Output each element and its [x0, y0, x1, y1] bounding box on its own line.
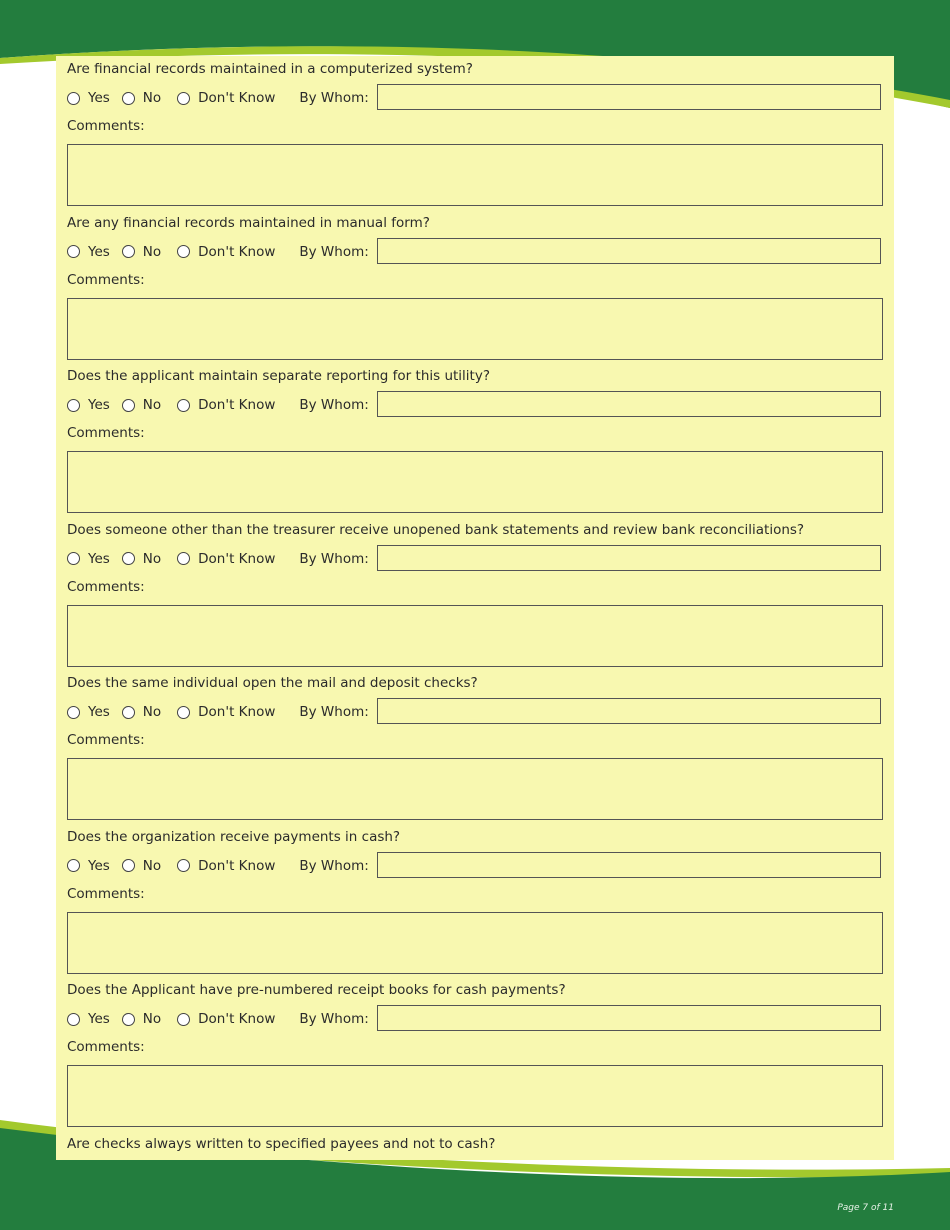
option-no[interactable] — [122, 704, 161, 720]
option-no-label: No — [142, 397, 162, 413]
by-whom-label: By Whom: — [299, 550, 369, 567]
question-text: Are checks always written to specified payees and not to cash? — [67, 1136, 496, 1152]
page-number: Page 7 of 11 — [837, 1203, 894, 1213]
comments-label: Comments: — [67, 1039, 145, 1055]
radio-no[interactable] — [122, 92, 135, 105]
by-whom-input[interactable] — [377, 238, 881, 264]
by-whom-label: By Whom: — [299, 243, 369, 260]
radio-no[interactable] — [122, 552, 135, 565]
option-yes-label: Yes — [88, 397, 110, 413]
option-yes-label: Yes — [88, 90, 110, 106]
form-panel — [56, 56, 894, 1160]
option-no-label: No — [142, 90, 162, 106]
by-whom-input[interactable] — [377, 391, 881, 417]
radio-dont-know[interactable] — [177, 552, 190, 565]
option-yes-label: Yes — [88, 550, 110, 567]
radio-yes[interactable] — [67, 92, 80, 105]
option-yes[interactable] — [67, 551, 110, 567]
radio-dont-know[interactable] — [177, 859, 190, 872]
option-no[interactable] — [122, 1011, 161, 1027]
comments-field[interactable] — [67, 605, 883, 667]
option-yes[interactable] — [67, 244, 110, 260]
option-dont-know[interactable] — [177, 858, 275, 874]
option-dont-know-label: Don't Know — [198, 90, 276, 106]
comments-field[interactable] — [67, 1065, 883, 1127]
option-yes[interactable] — [67, 858, 110, 874]
option-dont-know[interactable] — [177, 90, 275, 106]
option-no[interactable] — [122, 397, 161, 413]
option-dont-know[interactable] — [177, 1011, 275, 1027]
option-dont-know-label: Don't Know — [198, 243, 276, 260]
option-dont-know[interactable] — [177, 551, 275, 567]
option-dont-know[interactable] — [177, 244, 275, 260]
comments-field[interactable] — [67, 451, 883, 513]
by-whom-label: By Whom: — [299, 1011, 369, 1027]
by-whom-label: By Whom: — [299, 90, 369, 106]
option-no-label: No — [142, 704, 162, 720]
by-whom-input[interactable] — [377, 852, 881, 878]
option-no[interactable] — [122, 858, 161, 874]
question-text: Are financial records maintained in a computerized system? — [67, 61, 473, 77]
question-text: Does the Applicant have pre-numbered receipt books for cash payments? — [67, 982, 566, 998]
option-yes-label: Yes — [88, 1011, 110, 1027]
answer-options — [67, 852, 883, 880]
question-block — [56, 977, 894, 1131]
option-dont-know-label: Don't Know — [198, 704, 276, 720]
radio-yes[interactable] — [67, 706, 80, 719]
option-no[interactable] — [122, 551, 161, 567]
option-yes[interactable] — [67, 704, 110, 720]
by-whom-label: By Whom: — [299, 857, 369, 874]
option-yes[interactable] — [67, 1011, 110, 1027]
option-no-label: No — [142, 243, 162, 260]
by-whom-input[interactable] — [377, 545, 881, 571]
question-block — [56, 210, 894, 364]
answer-options — [67, 84, 883, 112]
option-no[interactable] — [122, 90, 161, 106]
comments-label: Comments: — [67, 271, 145, 288]
option-yes-label: Yes — [88, 857, 110, 874]
question-text: Does the applicant maintain separate reporting for this utility? — [67, 368, 490, 384]
comments-field[interactable] — [67, 912, 883, 974]
option-yes-label: Yes — [88, 704, 110, 720]
radio-no[interactable] — [122, 399, 135, 412]
option-yes[interactable] — [67, 90, 110, 106]
option-no-label: No — [142, 550, 162, 567]
by-whom-input[interactable] — [377, 698, 881, 724]
radio-yes[interactable] — [67, 245, 80, 258]
option-dont-know-label: Don't Know — [198, 397, 276, 413]
option-dont-know-label: Don't Know — [198, 1011, 276, 1027]
radio-dont-know[interactable] — [177, 706, 190, 719]
comments-label: Comments: — [67, 118, 145, 134]
radio-no[interactable] — [122, 245, 135, 258]
by-whom-label: By Whom: — [299, 704, 369, 720]
answer-options — [67, 1005, 883, 1033]
option-dont-know-label: Don't Know — [198, 550, 276, 567]
radio-dont-know[interactable] — [177, 399, 190, 412]
answer-options — [67, 698, 883, 726]
by-whom-input[interactable] — [377, 84, 881, 110]
question-block — [56, 363, 894, 517]
option-dont-know[interactable] — [177, 704, 275, 720]
question-block — [56, 517, 894, 671]
option-yes-label: Yes — [88, 243, 110, 260]
radio-yes[interactable] — [67, 1013, 80, 1026]
comments-label: Comments: — [67, 578, 145, 595]
radio-dont-know[interactable] — [177, 92, 190, 105]
comments-field[interactable] — [67, 758, 883, 820]
comments-label: Comments: — [67, 732, 145, 748]
question-text: Does the same individual open the mail and deposit checks? — [67, 675, 478, 691]
comments-field[interactable] — [67, 298, 883, 360]
comments-label: Comments: — [67, 425, 145, 441]
radio-yes[interactable] — [67, 399, 80, 412]
option-no-label: No — [142, 857, 162, 874]
question-text: Does someone other than the treasurer receive unopened bank statements and review bank reconciliations? — [67, 521, 805, 538]
answer-options — [67, 391, 883, 419]
radio-yes[interactable] — [67, 552, 80, 565]
radio-yes[interactable] — [67, 859, 80, 872]
comments-field[interactable] — [67, 144, 883, 206]
question-text: Does the organization receive payments in cash? — [67, 828, 401, 845]
radio-no[interactable] — [122, 706, 135, 719]
option-dont-know[interactable] — [177, 397, 275, 413]
by-whom-input[interactable] — [377, 1005, 881, 1031]
answer-options — [67, 238, 883, 266]
radio-dont-know[interactable] — [177, 1013, 190, 1026]
option-dont-know-label: Don't Know — [198, 857, 276, 874]
option-yes[interactable] — [67, 397, 110, 413]
option-no[interactable] — [122, 244, 161, 260]
radio-dont-know[interactable] — [177, 245, 190, 258]
radio-no[interactable] — [122, 1013, 135, 1026]
question-block — [56, 670, 894, 824]
radio-no[interactable] — [122, 859, 135, 872]
question-text: Are any financial records maintained in manual form? — [67, 214, 430, 231]
option-no-label: No — [142, 1011, 162, 1027]
question-block — [56, 824, 894, 978]
by-whom-label: By Whom: — [299, 397, 369, 413]
question-block — [56, 56, 894, 210]
answer-options — [67, 545, 883, 573]
comments-label: Comments: — [67, 885, 145, 902]
